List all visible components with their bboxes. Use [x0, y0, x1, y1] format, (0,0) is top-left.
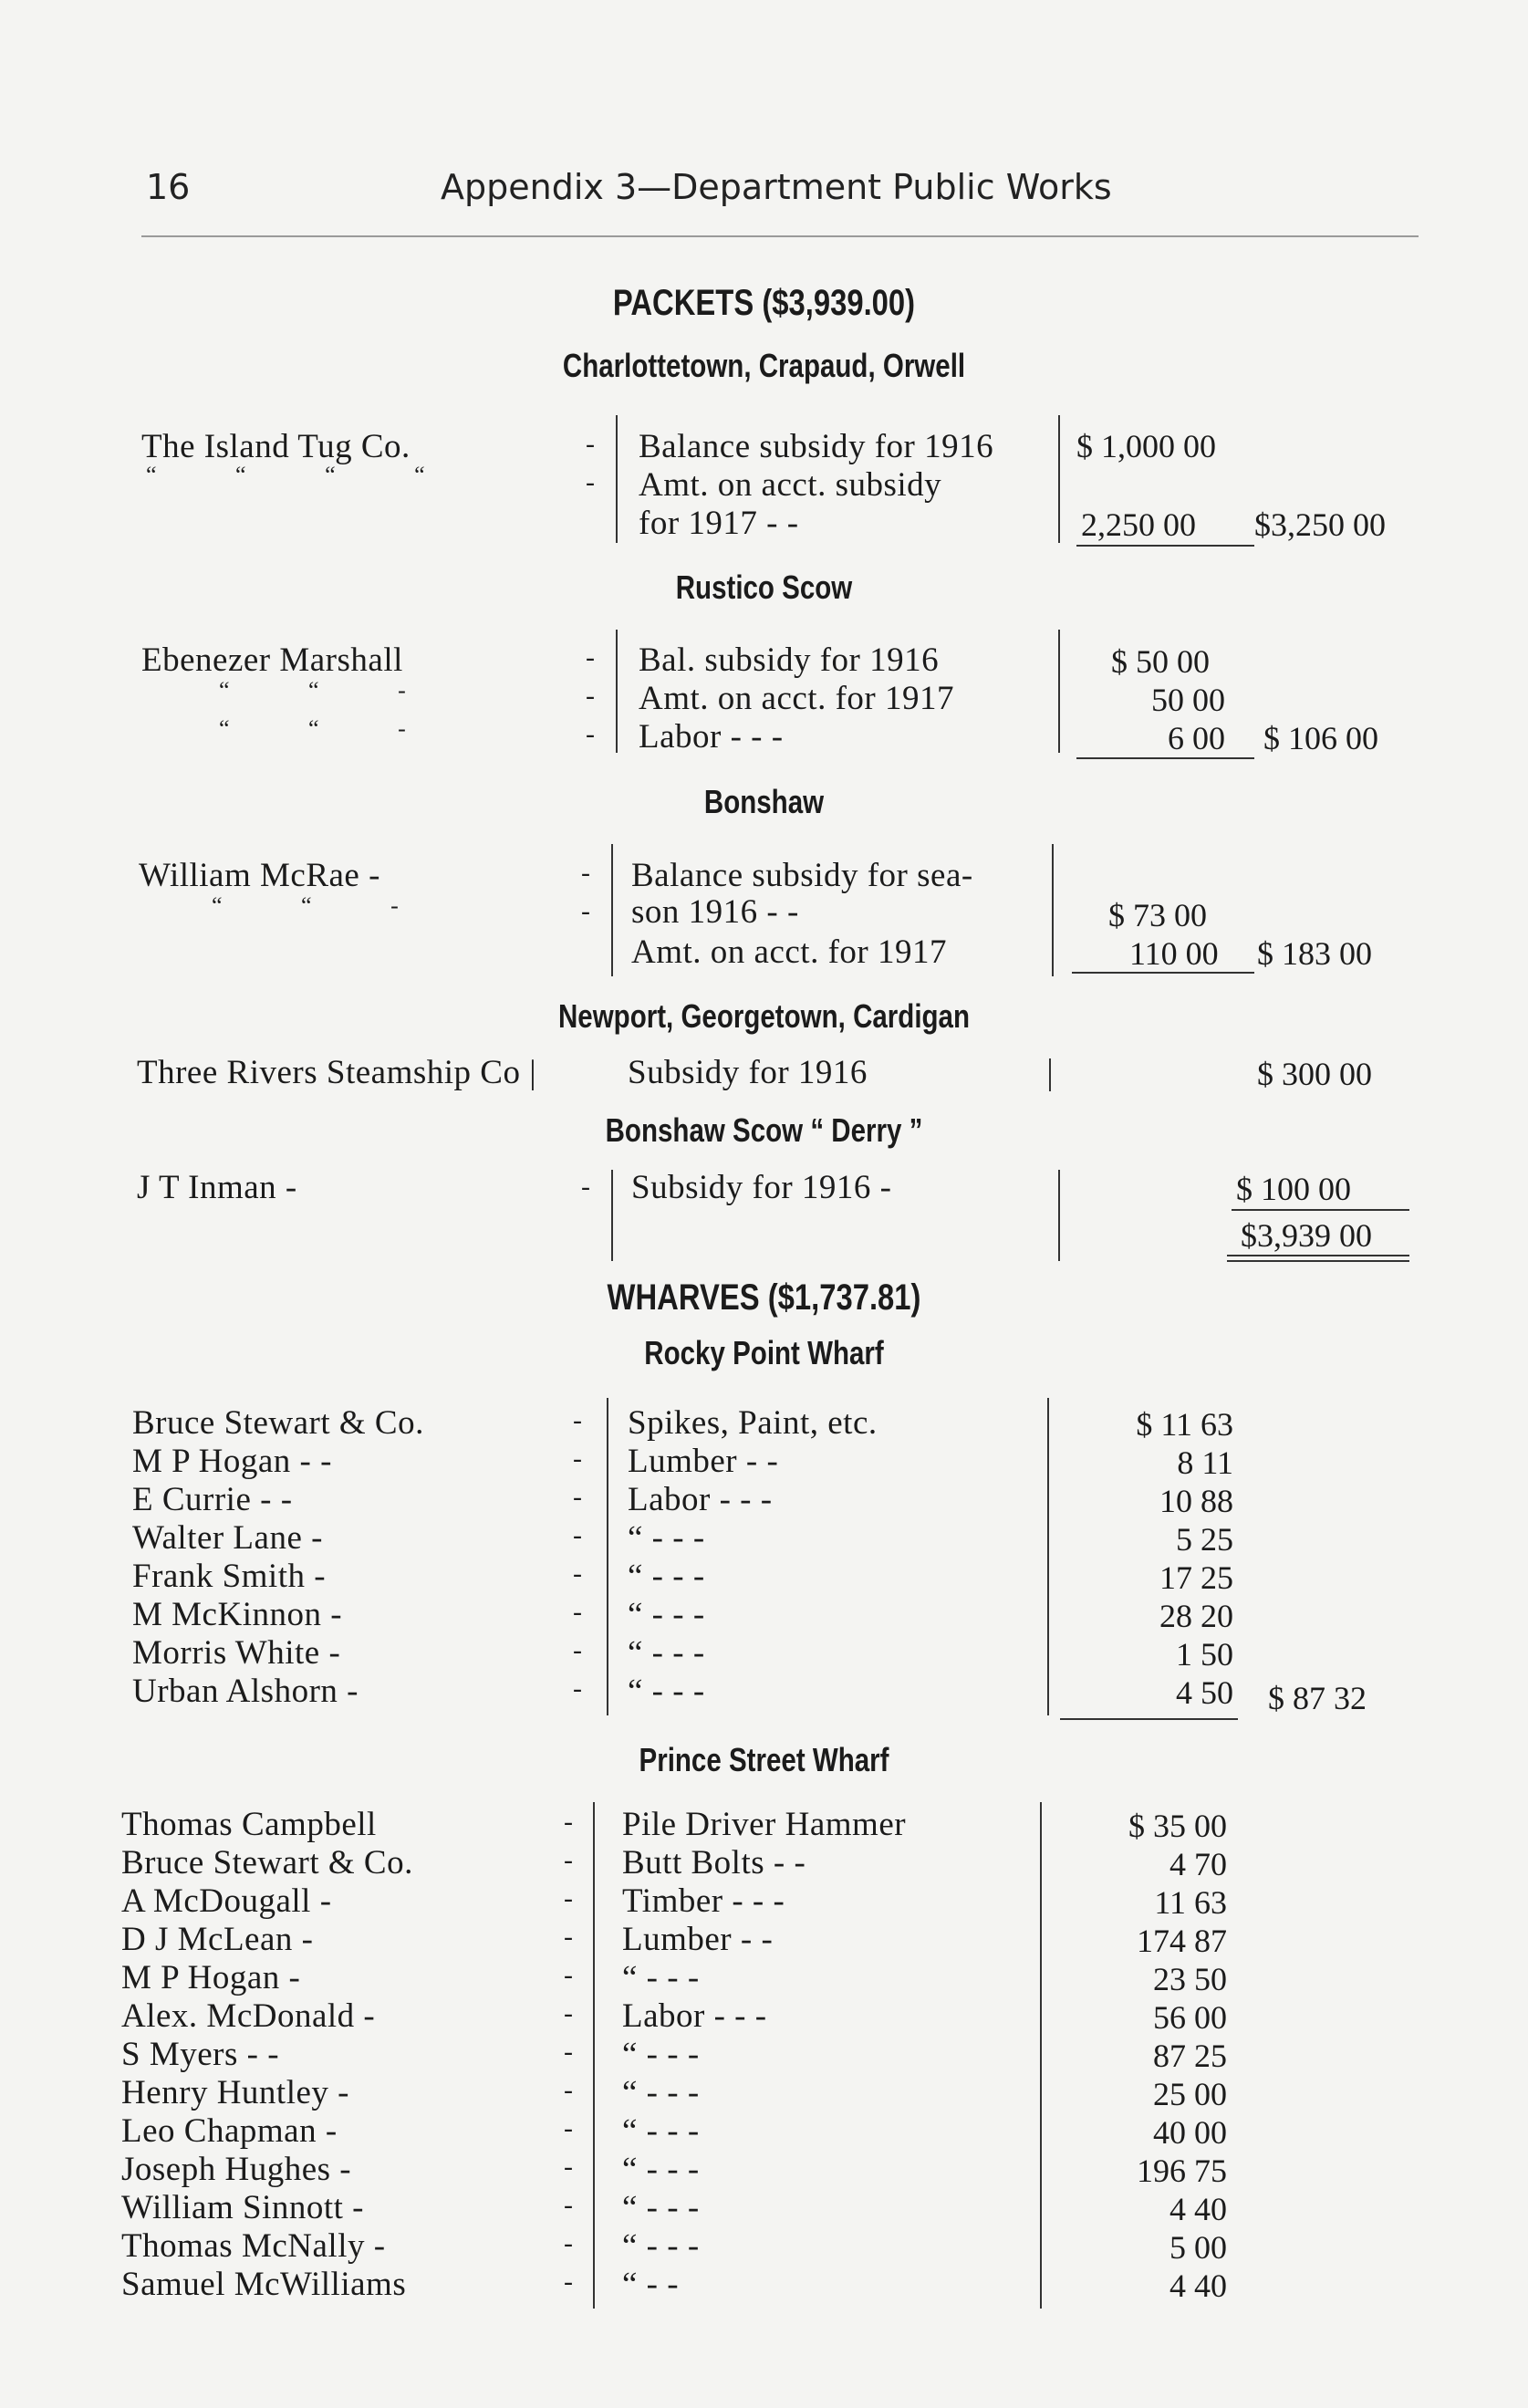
leader-dash: -: [564, 1807, 573, 1837]
description: Labor - - -: [639, 718, 784, 756]
payee-name: William Sinnott -: [121, 2189, 365, 2226]
double-rule: [1227, 1255, 1409, 1256]
description: Balance subsidy for 1916: [639, 428, 994, 465]
description: “ - - -: [622, 1959, 700, 1996]
payee-name: Urban Alshorn -: [132, 1673, 359, 1710]
leader-dash: -: [564, 2228, 573, 2258]
description: Butt Bolts - -: [622, 1844, 806, 1882]
payee-name: Leo Chapman -: [121, 2112, 338, 2150]
payee-name: Thomas McNally -: [121, 2227, 386, 2265]
column-rule: [1049, 1058, 1051, 1091]
leader-dash: -: [581, 896, 590, 926]
sum-rule: [1076, 757, 1254, 759]
ditto-marks: “ “ -: [219, 677, 442, 704]
description: Labor - - -: [622, 1997, 767, 2035]
description: “ - -: [622, 2266, 680, 2303]
column-rule: [1052, 844, 1054, 976]
column-rule: [1040, 1802, 1042, 2309]
leader-dash: -: [586, 467, 595, 497]
description: for 1917 - -: [639, 505, 799, 542]
page-header-title: Appendix 3—Department Public Works: [441, 167, 1112, 207]
section-total: $3,250 00: [1254, 506, 1386, 543]
section-total: $ 183 00: [1257, 935, 1372, 972]
column-rule: [1058, 415, 1060, 543]
amount: 5 00: [1169, 2229, 1227, 2266]
column-rule: [616, 415, 618, 543]
payee-name: M P Hogan - -: [132, 1443, 332, 1480]
column-rule: [1047, 1398, 1049, 1715]
leader-dash: -: [564, 2075, 573, 2105]
amount: 11 63: [1154, 1884, 1227, 1921]
amount: 25 00: [1153, 2076, 1227, 2112]
section-title-charlottetown: Charlottetown, Crapaud, Orwell: [562, 347, 966, 384]
amount: 87 25: [1153, 2038, 1227, 2074]
amount: $ 50 00: [1111, 643, 1210, 680]
ditto-marks: “ “ “ “: [146, 462, 462, 488]
column-rule: [593, 1802, 595, 2309]
payee-name: Bruce Stewart & Co.: [132, 1404, 424, 1442]
leader-dash: -: [564, 2190, 573, 2220]
amount: 10 88: [1159, 1483, 1233, 1519]
section-title-rustico: Rustico Scow: [675, 568, 853, 606]
description: son 1916 - -: [631, 893, 799, 931]
leader-dash: -: [564, 2113, 573, 2143]
description: Timber - - -: [622, 1882, 785, 1920]
column-rule: [607, 1398, 608, 1715]
description: “ - - -: [622, 2036, 700, 2073]
column-rule: [611, 844, 613, 976]
leader-dash: -: [573, 1558, 582, 1589]
leader-dash: -: [564, 1883, 573, 1913]
payee-name: Ebenezer Marshall: [141, 641, 403, 679]
sum-rule: [1232, 1209, 1409, 1211]
payee-name: William McRae -: [139, 857, 380, 894]
description: “ - - -: [628, 1558, 705, 1595]
amount: 8 11: [1177, 1444, 1233, 1481]
sum-rule: [1060, 1718, 1238, 1720]
leader-dash: -: [573, 1444, 582, 1474]
section-total: $ 100 00: [1236, 1171, 1351, 1207]
payee-name: Three Rivers Steamship Co |: [137, 1054, 537, 1091]
leader-dash: -: [581, 1172, 590, 1202]
payee-name: Frank Smith -: [132, 1558, 327, 1595]
ditto-marks: “ “ -: [212, 892, 435, 919]
description: Amt. on acct. for 1917: [631, 933, 947, 971]
payee-name: Bruce Stewart & Co.: [121, 1844, 413, 1882]
leader-dash: -: [581, 858, 590, 888]
description: “ - - -: [622, 2151, 700, 2188]
leader-dash: -: [586, 719, 595, 749]
payee-name: Walter Lane -: [132, 1519, 323, 1557]
leader-dash: -: [564, 1922, 573, 1952]
amount: $ 35 00: [1128, 1808, 1227, 1844]
page-number: 16: [146, 167, 191, 207]
description: Labor - - -: [628, 1481, 773, 1518]
amount: 110 00: [1129, 935, 1219, 972]
payee-name: Morris White -: [132, 1634, 341, 1672]
amount: 50 00: [1151, 682, 1225, 718]
packets-heading: PACKETS ($3,939.00): [612, 283, 916, 323]
leader-dash: -: [573, 1673, 582, 1704]
description: “ - - -: [628, 1519, 705, 1557]
leader-dash: -: [586, 642, 595, 672]
section-title-derry: Bonshaw Scow “ Derry ”: [605, 1111, 923, 1149]
amount: 2,250 00: [1081, 506, 1196, 543]
description: Amt. on acct. for 1917: [639, 680, 954, 717]
amount: 40 00: [1153, 2114, 1227, 2151]
packets-grand-total: $3,939 00: [1241, 1217, 1372, 1254]
amount: 4 50: [1176, 1674, 1233, 1711]
section-total: $ 300 00: [1257, 1056, 1372, 1092]
description: Subsidy for 1916 -: [631, 1169, 892, 1206]
description: Lumber - -: [628, 1443, 779, 1480]
double-rule: [1227, 1260, 1409, 1262]
column-rule: [1058, 1170, 1060, 1261]
section-title-rocky-point: Rocky Point Wharf: [644, 1334, 884, 1371]
payee-name: M McKinnon -: [132, 1596, 343, 1633]
payee-name: Samuel McWilliams: [121, 2266, 407, 2303]
payee-name: A McDougall -: [121, 1882, 332, 1920]
amount: 28 20: [1159, 1598, 1233, 1634]
amount: 196 75: [1137, 2153, 1227, 2189]
amount: 5 25: [1176, 1521, 1233, 1558]
leader-dash: -: [573, 1482, 582, 1512]
payee-name: D J McLean -: [121, 1921, 314, 1958]
payee-name: Alex. McDonald -: [121, 1997, 376, 2035]
description: Subsidy for 1916: [628, 1054, 868, 1091]
leader-dash: -: [573, 1635, 582, 1665]
leader-dash: -: [564, 1998, 573, 2028]
rocky-point-total: $ 87 32: [1268, 1680, 1367, 1716]
leader-dash: -: [564, 2267, 573, 2297]
column-rule: [616, 630, 618, 753]
amount: 4 70: [1169, 1846, 1227, 1882]
description: “ - - -: [628, 1673, 705, 1710]
payee-name: Henry Huntley -: [121, 2074, 349, 2111]
payee-name: The Island Tug Co.: [141, 428, 411, 465]
sum-rule: [1076, 545, 1254, 547]
leader-dash: -: [564, 2037, 573, 2067]
leader-dash: -: [564, 1960, 573, 1990]
column-rule: [1058, 630, 1060, 753]
amount: $ 73 00: [1108, 897, 1207, 933]
description: “ - - -: [622, 2074, 700, 2111]
amount: 17 25: [1159, 1559, 1233, 1596]
description: Spikes, Paint, etc.: [628, 1404, 878, 1442]
sum-rule: [1072, 972, 1254, 974]
amount: $ 11 63: [1136, 1406, 1233, 1443]
amount: 174 87: [1137, 1923, 1227, 1959]
amount: 1 50: [1176, 1636, 1233, 1673]
leader-dash: -: [564, 1845, 573, 1875]
ditto-marks: “ “ -: [219, 715, 442, 742]
payee-name: M P Hogan -: [121, 1959, 301, 1996]
header-rule: [141, 235, 1419, 237]
section-title-bonshaw: Bonshaw: [703, 783, 825, 820]
amount: 4 40: [1169, 2267, 1227, 2304]
amount: 4 40: [1169, 2191, 1227, 2227]
payee-name: Thomas Campbell: [121, 1806, 377, 1843]
leader-dash: -: [564, 2152, 573, 2182]
leader-dash: -: [586, 429, 595, 459]
amount: 23 50: [1153, 1961, 1227, 1997]
amount: 56 00: [1153, 1999, 1227, 2036]
leader-dash: -: [573, 1597, 582, 1627]
payee-name: Joseph Hughes -: [121, 2151, 352, 2188]
amount: 6 00: [1168, 720, 1225, 756]
wharves-heading: WHARVES ($1,737.81): [607, 1277, 921, 1318]
description: Balance subsidy for sea-: [631, 857, 973, 894]
description: “ - - -: [628, 1596, 705, 1633]
description: “ - - -: [622, 2112, 700, 2150]
leader-dash: -: [573, 1520, 582, 1550]
description: Pile Driver Hammer: [622, 1806, 907, 1843]
description: “ - - -: [622, 2189, 700, 2226]
payee-name: E Currie - -: [132, 1481, 293, 1518]
section-title-newport: Newport, Georgetown, Cardigan: [557, 997, 971, 1035]
section-total: $ 106 00: [1263, 720, 1378, 756]
leader-dash: -: [573, 1405, 582, 1435]
column-rule: [611, 1170, 613, 1261]
leader-dash: -: [586, 681, 595, 711]
amount: $ 1,000 00: [1076, 428, 1216, 464]
section-title-prince-street: Prince Street Wharf: [639, 1741, 889, 1778]
description: “ - - -: [628, 1634, 705, 1672]
payee-name: S Myers - -: [121, 2036, 280, 2073]
description: Amt. on acct. subsidy: [639, 466, 942, 504]
description: Bal. subsidy for 1916: [639, 641, 940, 679]
payee-name: J T Inman -: [137, 1169, 297, 1206]
description: Lumber - -: [622, 1921, 774, 1958]
description: “ - - -: [622, 2227, 700, 2265]
